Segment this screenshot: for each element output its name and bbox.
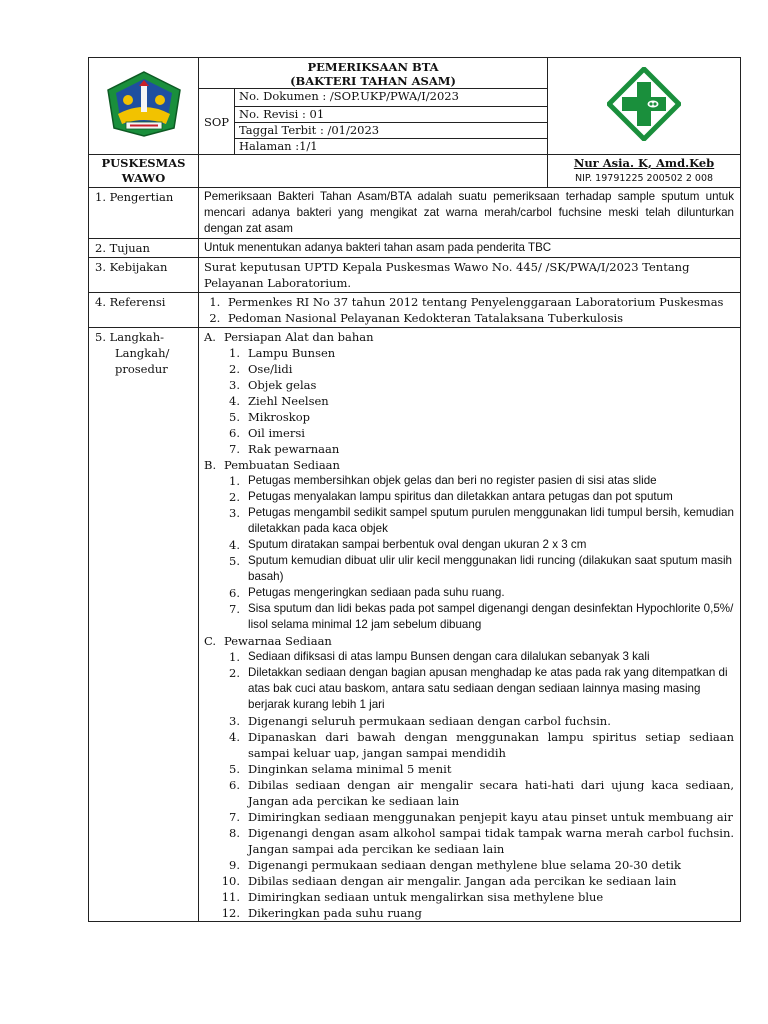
- no-revisi: No. Revisi : 01: [235, 107, 548, 123]
- title-line-1: PEMERIKSAAN BTA: [307, 60, 439, 74]
- list-item: 5. Dinginkan selama minimal 5 menit: [229, 762, 452, 776]
- langkah-label-line-2: Langkah/: [115, 346, 170, 360]
- tujuan-label: 2. Tujuan: [89, 239, 199, 258]
- list-item: 6. Petugas mengeringkan sediaan pada suhu ruang.: [229, 586, 505, 600]
- kebijakan-label: 3. Kebijakan: [89, 258, 199, 293]
- regency-emblem-icon: [104, 70, 184, 138]
- pengertian-label: 1. Pengertian: [89, 188, 199, 239]
- no-dokumen: No. Dokumen : /SOP.UKP/PWA/I/2023: [235, 89, 548, 107]
- section-b-heading: [204, 457, 734, 473]
- document-title: [199, 58, 548, 89]
- kebijakan-text: Surat keputusan UPTD Kepala Puskesmas Wawo No. 445/ /SK/PWA/I/2023 Tentang Pelayanan Laboratorium.: [199, 258, 741, 293]
- list-item: 2. Ose/lidi: [229, 362, 293, 376]
- puskesmas-label: PUSKESMAS: [101, 156, 186, 170]
- puskesmas-logo-icon: [607, 67, 681, 141]
- halaman: Halaman :1/1: [235, 139, 548, 155]
- signature-cell: [548, 155, 741, 188]
- section-c-heading: [204, 633, 734, 649]
- header-spacer: [199, 155, 548, 188]
- langkah-content: [199, 328, 741, 922]
- referensi-item: 2. Pedoman Nasional Pelayanan Kedokteran Tatalaksana Tuberkulosis: [224, 310, 734, 326]
- title-line-2: (BAKTERI TAHAN ASAM): [290, 74, 456, 88]
- langkah-label-line-3: prosedur: [115, 362, 168, 376]
- section-a-list: [204, 345, 734, 457]
- puskesmas-name-cell: [89, 155, 199, 188]
- sop-table: [88, 57, 741, 922]
- list-item: 3. Petugas mengambil sedikit sampel sputum purulen menggunakan lidi tumpul bersih, kemudian diletakkan pada kaca objek: [229, 506, 734, 535]
- list-item: 6. Dibilas sediaan dengan air mengalir secara hati-hati dari ujung kaca sediaan, Jangan ada percikan ke sediaan lain: [229, 778, 735, 808]
- regency-logo-cell: [89, 58, 199, 155]
- list-item: 12. Dikeringkan pada suhu ruang: [221, 906, 422, 920]
- list-item: 7. Dimiringkan sediaan menggunakan penjepit kayu atau pinset untuk membuang air: [229, 810, 733, 824]
- referensi-list-cell: [199, 293, 741, 328]
- section-c-title: Pewarnaa Sediaan: [224, 634, 332, 648]
- tanggal-terbit: Taggal Terbit : /01/2023: [235, 123, 548, 139]
- puskesmas-name: WAWO: [121, 171, 166, 185]
- list-item: 10. Dibilas sediaan dengan air mengalir. Jangan ada percikan ke sediaan lain: [221, 874, 677, 888]
- list-item: 2. Petugas menyalakan lampu spiritus dan diletakkan antara petugas dan pot sputum: [229, 490, 673, 504]
- referensi-label: 4. Referensi: [89, 293, 199, 328]
- section-b-letter: B.: [204, 458, 217, 472]
- list-item: 3. Digenangi seluruh permukaan sediaan dengan carbol fuchsin.: [229, 714, 611, 728]
- list-item: 11. Dimiringkan sediaan untuk mengalirkan sisa methylene blue: [221, 890, 604, 904]
- signer-nip: NIP. 19791225 200502 2 008: [574, 173, 714, 184]
- puskesmas-logo-cell: [548, 58, 741, 155]
- list-item: 3. Objek gelas: [229, 378, 317, 392]
- list-item: 1. Lampu Bunsen: [229, 346, 336, 360]
- list-item: 4. Sputum diratakan sampai berbentuk oval dengan ukuran 2 x 3 cm: [229, 538, 587, 552]
- pengertian-text: Pemeriksaan Bakteri Tahan Asam/BTA adalah suatu pemeriksaan terhadap sample sputum untuk mencari adanya bakteri yang mengikat zat warna merah/carbol fuchsine meski telah dilunturkan dengan zat asam: [199, 188, 741, 239]
- section-a-title: Persiapan Alat dan bahan: [224, 330, 374, 344]
- section-a-heading: [204, 329, 734, 345]
- list-item: 4. Dipanaskan dari bawah dengan menggunakan lampu spiritus setiap sediaan sampai keluar uap, jangan sampai mendidih: [229, 730, 735, 760]
- list-item: 1. Petugas membersihkan objek gelas dan beri no register pasien di sisi atas slide: [229, 474, 657, 488]
- sop-label: SOP: [199, 89, 235, 155]
- section-c-letter: C.: [204, 634, 217, 648]
- list-item: 6. Oil imersi: [229, 426, 305, 440]
- list-item: 7. Rak pewarnaan: [229, 442, 340, 456]
- tujuan-text: Untuk menentukan adanya bakteri tahan asam pada penderita TBC: [199, 239, 741, 258]
- sop-document: [88, 57, 740, 922]
- list-item: 4. Ziehl Neelsen: [229, 394, 329, 408]
- list-item: 7. Sisa sputum dan lidi bekas pada pot sampel digenangi dengan desinfektan Hypochlorite 0,5%/ lisol selama minimal 12 jam sebelum dibuang: [229, 602, 734, 631]
- list-item: 5. Mikroskop: [229, 410, 310, 424]
- referensi-item: 1. Permenkes RI No 37 tahun 2012 tentang Penyelenggaraan Laboratorium Puskesmas: [224, 294, 734, 310]
- list-item: 9. Digenangi permukaan sediaan dengan methylene blue selama 20-30 detik: [229, 858, 681, 872]
- section-b-title: Pembuatan Sediaan: [224, 458, 340, 472]
- list-item: 2. Diletakkan sediaan dengan bagian apusan menghadap ke atas pada rak yang ditempatkan di atas bak cuci atau baskom, antara satu sediaan dengan sediaan lainnya masing masing berjarak kurang lebih 1 jari: [229, 666, 728, 711]
- referensi-list: [204, 294, 734, 326]
- langkah-label-line-1: 5. Langkah-: [95, 330, 165, 344]
- section-b-list: [204, 473, 734, 633]
- signer-name: Nur Asia. K, Amd.Keb: [573, 156, 715, 170]
- section-a-letter: A.: [204, 330, 216, 344]
- list-item: 5. Sputum kemudian dibuat ulir ulir kecil menggunakan lidi runcing (dilakukan saat sputum masih basah): [229, 554, 732, 583]
- langkah-label: [89, 328, 199, 922]
- section-c-list: [204, 649, 734, 921]
- list-item: 1. Sediaan difiksasi di atas lampu Bunsen dengan cara dilalukan sebanyak 3 kali: [229, 650, 650, 664]
- list-item: 8. Digenangi dengan asam alkohol sampai tidak tampak warna merah carbol fuchsin. Jangan sampai ada percikan ke sediaan lain: [229, 826, 735, 856]
